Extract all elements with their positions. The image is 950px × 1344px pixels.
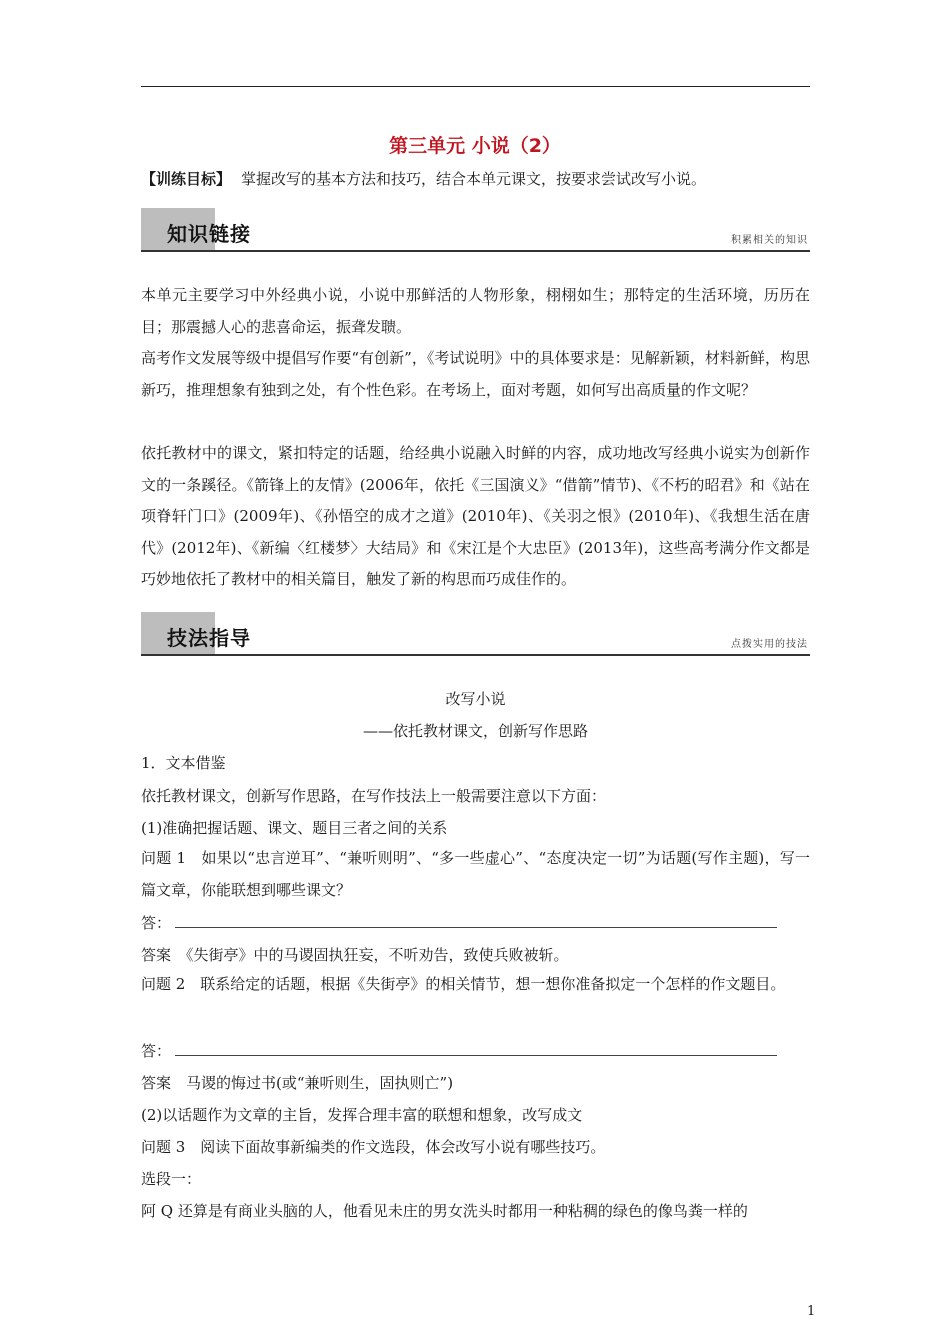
section-rule	[141, 654, 810, 656]
answer-label: 答：	[141, 1042, 172, 1060]
center-subtitle: ——依托教材课文，创新写作思路	[362, 722, 588, 740]
answer-2: 答案 马谡的悔过书(或“兼听则生，固执则亡”)	[141, 1074, 454, 1092]
paragraph-2: 高考作文发展等级中提倡写作要“有创新”，《考试说明》中的具体要求是：见解新颖，材料新鲜，构思新巧，推理想象有独到之处，有个性色彩。在考场上，面对考题，如何写出高质量的作文呢？	[141, 349, 810, 399]
answer-blank-2	[141, 1040, 810, 1061]
training-goal	[141, 168, 706, 189]
excerpt-label: 选段一：	[141, 1170, 202, 1188]
answer-line[interactable]	[175, 915, 777, 928]
excerpt-text: 阿 Q 还算是有商业头脑的人，他看见未庄的男女洗头时都用一种粘稠的绿色的像鸟粪一样的	[141, 1202, 748, 1220]
answer-line[interactable]	[175, 1043, 777, 1056]
paragraph-1: 本单元主要学习中外经典小说，小说中那鲜活的人物形象，栩栩如生；那特定的生活环境，历历在目；那震撼人心的悲喜命运，振聋发聩。	[141, 286, 810, 336]
section-technique	[141, 612, 810, 656]
intro-line: 依托教材课文，创新写作思路，在写作技法上一般需要注意以下方面：	[141, 787, 607, 805]
section-heading: 知识链接	[167, 222, 251, 246]
section-subtitle: 点拨实用的技法	[731, 639, 808, 650]
header-rule	[141, 86, 810, 87]
paragraph-3: 依托教材中的课文，紧扣特定的话题，给经典小说融入时鲜的内容，成功地改写经典小说实为创新作文的一条蹊径。《箭锋上的友情》(2006年，依托《三国演义》“借箭”情节)、《不朽的昭君》和《站在项脊轩门口》(2009年)、《孙悟空的成才之道》(2010年)、《关羽之恨》(2010年)、《我想生活在唐代》(2012年)、《新编〈红楼梦〉大结局》和《宋江是个大忠臣》(2013年)，这些高考满分作文都是巧妙地依托了教材中的相关篇目，触发了新的构思而巧成佳作的。	[141, 444, 810, 588]
question-2: 问题 2 联系给定的话题，根据《失街亭》的相关情节，想一想你准备拟定一个怎样的作文题目。	[141, 975, 786, 993]
item-1: 1．文本借鉴	[141, 754, 226, 772]
goal-text: 掌握改写的基本方法和技巧，结合本单元课文，按要求尝试改写小说。	[241, 170, 707, 188]
question-3: 问题 3 阅读下面故事新编类的作文选段，体会改写小说有哪些技巧。	[141, 1138, 606, 1156]
section-knowledge	[141, 208, 810, 252]
section-rule	[141, 250, 810, 252]
point-2: (2)以话题作为文章的主旨，发挥合理丰富的联想和想象，改写成文	[141, 1106, 583, 1124]
answer-1: 答案 《失街亭》中的马谡固执狂妄，不听劝告，致使兵败被斩。	[141, 946, 569, 964]
answer-blank-1	[141, 912, 810, 933]
center-title: 改写小说	[445, 690, 506, 708]
goal-tag: 【训练目标】	[141, 170, 232, 188]
page-title: 第三单元 小说（2）	[389, 135, 561, 157]
section-heading: 技法指导	[167, 626, 251, 650]
page-number: 1	[807, 1304, 816, 1319]
section-subtitle: 积累相关的知识	[731, 235, 808, 246]
point-1: (1)准确把握话题、课文、题目三者之间的关系	[141, 819, 448, 837]
answer-label: 答：	[141, 914, 172, 932]
question-1: 问题 1 如果以“忠言逆耳”、“兼听则明”、“多一些虚心”、“态度决定一切”为话题(写作主题)，写一篇文章，你能联想到哪些课文？	[141, 849, 810, 899]
